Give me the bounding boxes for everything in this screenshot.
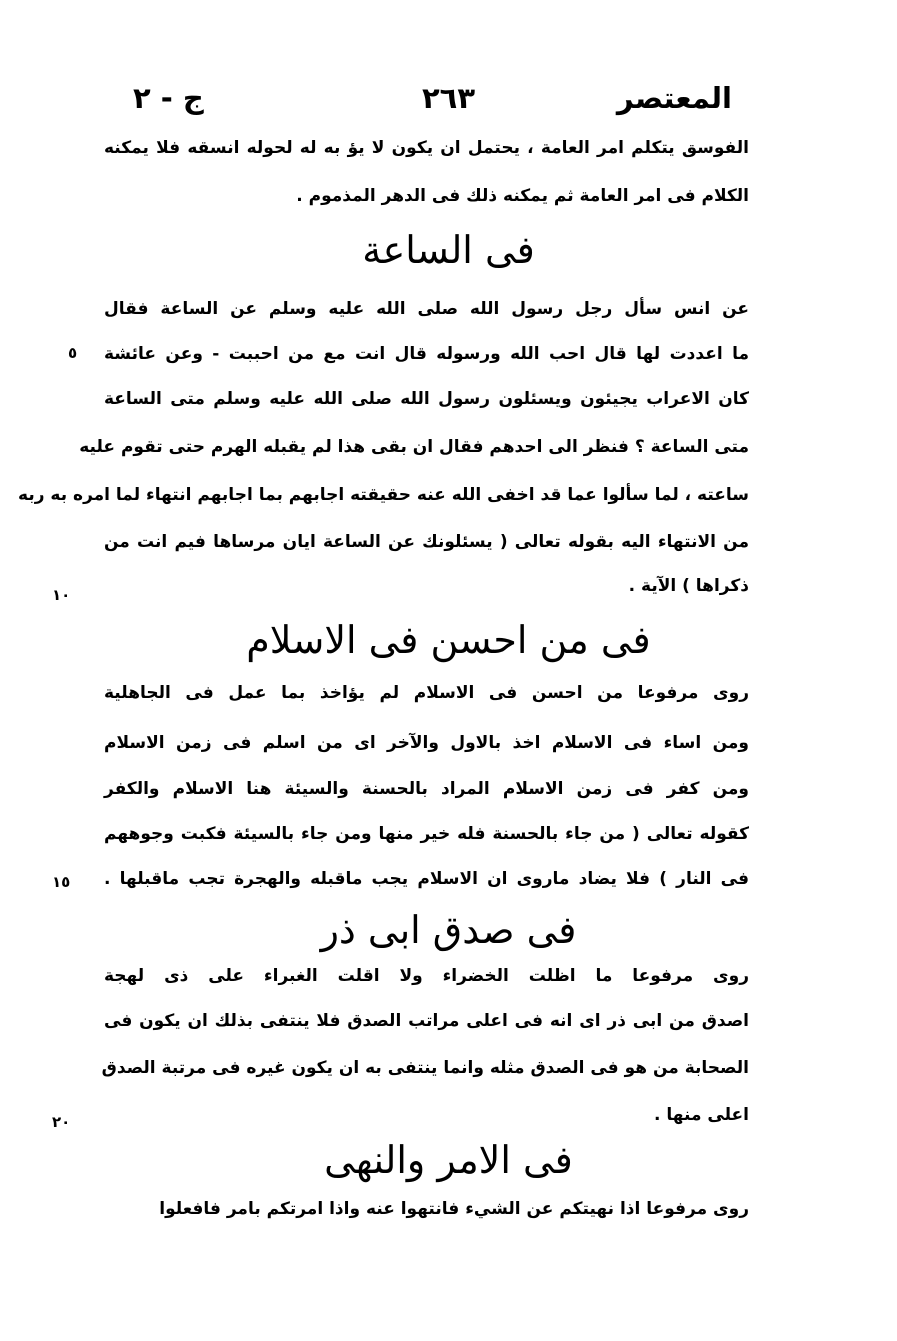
text-line: ومن اساء فى الاسلام اخذ بالاول والآخر اى من اسلم فى زمن الاسلام xyxy=(104,733,749,753)
page-number: ٢٦٣ xyxy=(421,81,476,115)
section-heading: فى الامر والنهى xyxy=(324,1138,573,1182)
text-line: روى مرفوعا اذا نهيتكم عن الشيء فانتهوا عنه واذا امرتكم بامر فافعلوا xyxy=(159,1199,749,1219)
margin-line-number: ٢٠ xyxy=(52,1113,71,1131)
text-line: متى الساعة ؟ فنظر الى احدهم فقال ان بقى هذا لم يقبله الهرم حتى تقوم عليه xyxy=(79,437,749,457)
margin-line-number: ١٠ xyxy=(52,586,71,604)
text-line: ذكراها ) الآية . xyxy=(628,576,749,596)
margin-line-number: ٥ xyxy=(68,344,78,362)
text-line: ساعته ، لما سألوا عما قد اخفى الله عنه حقيقته اجابهم بما اجابهم انتهاء لما امره به ربه xyxy=(18,485,749,505)
text-line: الكلام فى امر العامة ثم يمكنه ذلك فى الدهر المذموم . xyxy=(296,186,749,206)
section-heading: فى من احسن فى الاسلام xyxy=(246,618,651,662)
running-title: المعتصر xyxy=(616,81,732,115)
text-line: روى مرفوعا ما اظلت الخضراء ولا اقلت الغبراء على ذى لهجة xyxy=(104,966,749,986)
section-heading: فى الساعة xyxy=(362,228,535,272)
volume-number: ج - ٢ xyxy=(133,81,204,115)
text-line: اعلى منها . xyxy=(654,1105,749,1125)
text-line: كان الاعراب يجيئون ويسئلون رسول الله صلى الله عليه وسلم متى الساعة xyxy=(104,389,749,409)
text-line: ومن كفر فى زمن الاسلام المراد بالحسنة والسيئة هنا الاسلام والكفر xyxy=(104,779,749,799)
text-line: كقوله تعالى ( من جاء بالحسنة فله خير منها ومن جاء بالسيئة فكبت وجوههم xyxy=(104,824,749,844)
text-line: من الانتهاء اليه بقوله تعالى ( يسئلونك عن الساعة ايان مرساها فيم انت من xyxy=(104,532,749,552)
text-line: الفوسق يتكلم امر العامة ، يحتمل ان يكون لا يؤ به له لحوله انسقه فلا يمكنه xyxy=(104,138,749,158)
text-line: الصحابة من هو فى الصدق مثله وانما ينتفى به ان يكون غيره فى مرتبة الصدق xyxy=(101,1058,749,1078)
text-line: فى النار ) فلا يضاد ماروى ان الاسلام يجب ماقبله والهجرة تجب ماقبلها . xyxy=(104,869,749,889)
text-line: روى مرفوعا من احسن فى الاسلام لم يؤاخذ بما عمل فى الجاهلية xyxy=(104,683,749,703)
text-line: عن انس سأل رجل رسول الله صلى الله عليه وسلم عن الساعة فقال xyxy=(104,299,749,319)
margin-line-number: ١٥ xyxy=(52,873,71,891)
text-line: اصدق من ابى ذر اى انه فى اعلى مراتب الصدق فلا ينتفى بذلك ان يكون فى xyxy=(104,1011,749,1031)
section-heading: فى صدق ابى ذر xyxy=(320,908,577,952)
text-line: ما اعددت لها قال احب الله ورسوله قال انت مع من احببت - وعن عائشة xyxy=(104,344,749,364)
